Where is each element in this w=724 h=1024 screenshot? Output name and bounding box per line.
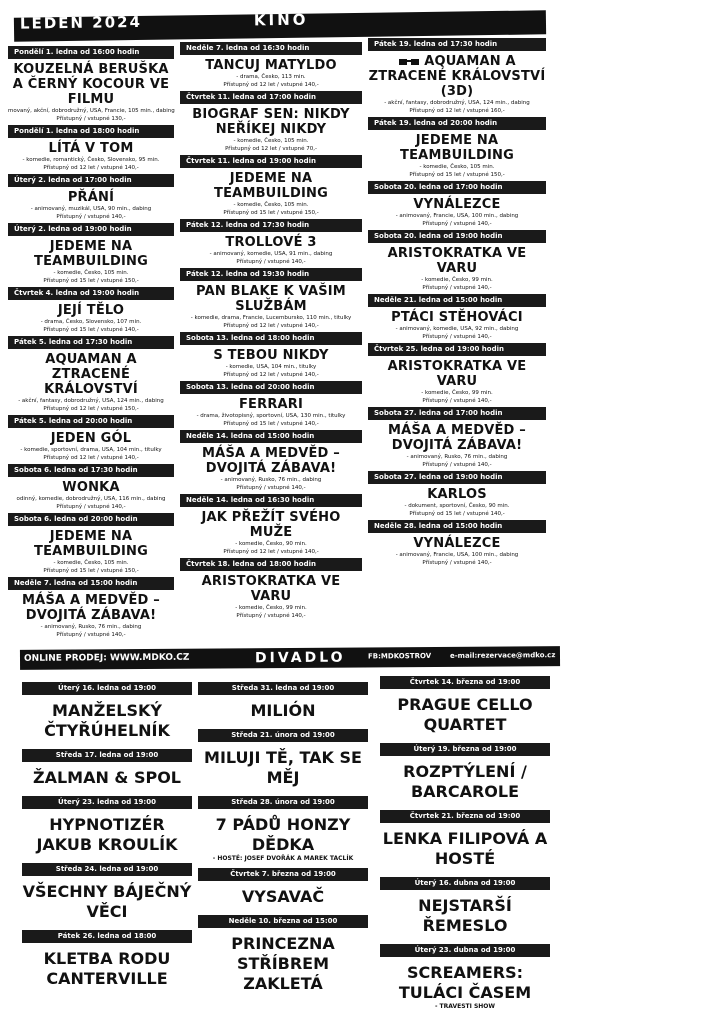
kino-event [8, 577, 174, 639]
event-title-text: TROLLOVÉ 3 [225, 235, 317, 250]
event-title-text: MÁŠA A MEDVĚD – DVOJITÁ ZÁBAVA! [388, 423, 526, 453]
event-details: - akční, fantasy, dobrodružný, USA, 124 min., dabing [18, 398, 164, 404]
facebook-link[interactable]: FB:MDKOSTROV [367, 652, 432, 661]
event-details: - komedie, Česko, 105 min. [53, 270, 129, 276]
event-admission: Přístupný od 15 let / vstupné 140,- [43, 327, 139, 333]
kino-event [8, 464, 174, 511]
event-date-bar: Čtvrtek 14. března od 19:00 [380, 676, 550, 689]
event-title[interactable] [180, 397, 362, 412]
event-title-text: TANCUJ MATYLDO [205, 58, 337, 73]
event-admission: Přístupný / vstupné 140,- [236, 259, 306, 265]
event-note: - HOSTÉ: JOSEF DVOŘÁK A MAREK TACLÍK [212, 855, 354, 862]
event-date-bar: Úterý 16. ledna od 19:00 [22, 682, 192, 695]
kino-event [180, 381, 362, 428]
event-title[interactable] [8, 593, 174, 623]
kino-event [180, 42, 362, 89]
kino-event [368, 343, 546, 405]
event-admission: Přístupný od 12 let / vstupné 140,- [223, 549, 319, 555]
event-title[interactable] [180, 171, 362, 201]
event-title-text: PAN BLAKE K VAŠIM SLUŽBÁM [196, 284, 346, 314]
event-date-bar: Pondělí 1. ledna od 18:00 hodin [8, 125, 174, 138]
event-admission: Přístupný / vstupné 140,- [422, 560, 492, 566]
event-details: - drama, Česko, Slovensko, 107 min. [40, 319, 142, 325]
kino-event [8, 287, 174, 334]
event-date-bar: Úterý 23. dubna od 19:00 [380, 944, 550, 957]
event-date-bar: Sobota 27. ledna od 19:00 hodin [368, 471, 546, 484]
event-date-bar: Sobota 27. ledna od 17:00 hodin [368, 407, 546, 420]
event-date-bar: Středa 24. ledna od 19:00 [22, 863, 192, 876]
kino-event [8, 336, 174, 413]
divadlo-column-1 [22, 682, 192, 997]
event-title[interactable]: VŠECHNY BÁJEČNÝ VĚCI [22, 882, 192, 921]
event-title[interactable] [368, 423, 546, 453]
event-admission: Přístupný od 12 let / vstupné 140,- [223, 372, 319, 378]
event-admission: Přístupný od 12 let / vstupné 140,- [43, 455, 139, 461]
kino-event [180, 155, 362, 217]
event-title-text: MÁŠA A MEDVĚD – DVOJITÁ ZÁBAVA! [22, 593, 160, 623]
top-banner-center: KINO [253, 10, 309, 30]
event-title-text: AQUAMAN A ZTRACENÉ KRÁLOVSTVÍ [44, 352, 138, 397]
event-date-bar: Úterý 19. března od 19:00 [380, 743, 550, 756]
event-admission: Přístupný / vstupné 140,- [422, 462, 492, 468]
event-title-text: MÁŠA A MEDVĚD – DVOJITÁ ZÁBAVA! [202, 446, 340, 476]
event-date-bar: Čtvrtek 7. března od 19:00 [198, 868, 368, 881]
event-date-bar: Čtvrtek 18. ledna od 18:00 hodin [180, 558, 362, 571]
event-title-text: KARLOS [427, 487, 487, 502]
event-admission: Přístupný / vstupné 140,- [236, 485, 306, 491]
kino-event [180, 558, 362, 620]
kino-event [368, 471, 546, 518]
event-title[interactable] [368, 133, 546, 163]
event-title-text: PŘÁNÍ [67, 190, 115, 205]
event-date-bar: Středa 31. ledna od 19:00 [198, 682, 368, 695]
event-admission: Přístupný od 12 let / vstupné 140,- [223, 82, 319, 88]
event-date-bar: Pátek 19. ledna od 20:00 hodin [368, 117, 546, 130]
3d-glasses-icon [398, 57, 420, 66]
event-note: - TRAVESTI SHOW [434, 1003, 496, 1010]
event-title[interactable]: MILUJI TĚ, TAK SE MĚJ [204, 748, 362, 787]
event-admission: Přístupný / vstupné 140,- [422, 221, 492, 227]
event-title[interactable] [368, 246, 546, 276]
event-date-bar: Sobota 6. ledna od 17:30 hodin [8, 464, 174, 477]
event-title[interactable]: MANŽELSKÝ ČTYŘÚHELNÍK [44, 701, 170, 740]
event-date-bar: Sobota 6. ledna od 20:00 hodin [8, 513, 174, 526]
divadlo-event [198, 682, 368, 721]
divadlo-event [198, 868, 368, 907]
event-admission: Přístupný od 12 let / vstupné 70,- [225, 146, 317, 152]
event-details: - komedie, Česko, 99 min. [421, 390, 493, 396]
event-title[interactable] [180, 348, 362, 363]
event-title[interactable]: LENKA FILIPOVÁ A HOSTÉ [382, 829, 548, 868]
event-date-bar: Čtvrtek 25. ledna od 19:00 hodin [368, 343, 546, 356]
event-admission: Přístupný / vstupné 140,- [422, 334, 492, 340]
event-title[interactable]: PRINCEZNA STŘÍBREM ZAKLETÁ [231, 934, 335, 993]
event-title-text: ARISTOKRATKA VE VARU [201, 574, 341, 604]
kino-column-3 [368, 38, 546, 569]
top-banner [14, 10, 546, 41]
event-title[interactable] [368, 487, 546, 502]
kino-event [180, 332, 362, 379]
divadlo-title: DIVADLO [254, 649, 346, 667]
event-title[interactable]: ROZPTÝLENÍ / BARCAROLE [403, 762, 527, 801]
event-admission: Přístupný od 15 let / vstupné 150,- [409, 172, 505, 178]
event-details: - drama, životopisný, sportovní, USA, 130 min., titulky [196, 413, 346, 419]
event-admission: Přístupný od 12 let / vstupné 140,- [43, 165, 139, 171]
event-admission: Přístupný od 15 let / vstupné 150,- [223, 210, 319, 216]
event-date-bar: Pátek 12. ledna od 17:30 hodin [180, 219, 362, 232]
divadlo-event [22, 749, 192, 788]
event-title[interactable] [368, 536, 546, 551]
event-title[interactable]: KLETBA RODU CANTERVILLE [43, 949, 171, 988]
event-title[interactable] [8, 352, 174, 397]
event-details: - komedie, Česko, 105 min. [53, 560, 129, 566]
event-details: - komedie, USA, 104 min., titulky [225, 364, 317, 370]
event-admission: Přístupný / vstupné 130,- [56, 116, 126, 122]
event-details: - animovaný, Rusko, 76 min., dabing [220, 477, 322, 483]
event-title[interactable] [368, 54, 546, 99]
event-date-bar: Středa 17. ledna od 19:00 [22, 749, 192, 762]
event-title-text: LÍTÁ V TOM [48, 141, 134, 156]
event-title[interactable]: HYPNOTIZÉR JAKUB KROULÍK [36, 815, 178, 854]
event-details: - animovaný, Rusko, 76 min., dabing [406, 454, 508, 460]
event-details: - animovaný, Francie, USA, 100 min., dabing [395, 213, 519, 219]
divadlo-banner [20, 646, 560, 670]
event-admission: Přístupný od 12 let / vstupné 140,- [223, 323, 319, 329]
event-title[interactable] [8, 190, 174, 205]
kino-event [368, 294, 546, 341]
event-date-bar: Sobota 13. ledna od 20:00 hodin [180, 381, 362, 394]
online-sale[interactable]: ONLINE PRODEJ: WWW.MDKO.CZ [23, 652, 190, 664]
event-date-bar: Úterý 2. ledna od 19:00 hodin [8, 223, 174, 236]
divadlo-event [380, 743, 550, 802]
divadlo-column-2 [198, 682, 368, 1002]
event-admission: Přístupný / vstupné 140,- [236, 613, 306, 619]
event-title-text: S TEBOU NIKDY [213, 348, 329, 363]
event-admission: Přístupný od 12 let / vstupné 150,- [43, 406, 139, 412]
event-details: - komedie, Česko, 99 min. [235, 605, 307, 611]
event-details: - animovaný, Rusko, 76 min., dabing [40, 624, 142, 630]
event-details: - animovaný, komedie, USA, 92 min., dabing [395, 326, 519, 332]
event-details: movaný, akční, dobrodružný, USA, Francie, 105 min., dabing [8, 108, 175, 114]
kino-event [180, 91, 362, 153]
event-date-bar: Neděle 28. ledna od 15:00 hodin [368, 520, 546, 533]
event-title[interactable] [8, 239, 174, 269]
kino-event [368, 230, 546, 292]
event-date-bar: Neděle 7. ledna od 16:30 hodin [180, 42, 362, 55]
event-details: - drama, Česko, 113 min. [236, 74, 306, 80]
kino-event [8, 174, 174, 221]
event-details: - akční, fantasy, dobrodružný, USA, 124 min., dabing [384, 100, 530, 106]
divadlo-event [380, 877, 550, 936]
kino-column-1 [8, 46, 174, 641]
event-title-text: PTÁCI STĚHOVÁCI [391, 310, 523, 325]
event-title[interactable] [8, 141, 174, 156]
divadlo-event [198, 915, 368, 994]
event-title[interactable] [180, 235, 362, 250]
event-title-text: ARISTOKRATKA VE VARU [387, 246, 527, 276]
divadlo-column-3 [380, 676, 550, 1016]
event-details: - komedie, Česko, 90 min. [235, 541, 307, 547]
event-admission: Přístupný / vstupné 140,- [422, 398, 492, 404]
event-title-text: BIOGRAF SEN: NIKDY NEŘÍKEJ NIKDY [192, 107, 350, 137]
event-title-text: JEDEME NA TEAMBUILDING [400, 133, 514, 163]
event-date-bar: Pátek 5. ledna od 20:00 hodin [8, 415, 174, 428]
event-admission: Přístupný / vstupné 140,- [56, 214, 126, 220]
event-title[interactable] [368, 359, 546, 389]
event-details: - dokument, sportovní, Česko, 90 min. [404, 503, 510, 509]
event-details: - komedie, sportovní, drama, USA, 104 min., titulky [20, 447, 162, 453]
event-title[interactable] [180, 574, 362, 604]
event-details: - animovaný, muzikál, USA, 90 min., dabing [30, 206, 152, 212]
top-banner-left: LEDEN 2024 [19, 12, 143, 33]
kino-event [368, 38, 546, 115]
event-date-bar: Pátek 26. ledna od 18:00 [22, 930, 192, 943]
kino-event [368, 520, 546, 567]
event-title[interactable]: MILIÓN [250, 701, 316, 720]
event-date-bar: Pátek 5. ledna od 17:30 hodin [8, 336, 174, 349]
event-details: - komedie, romantický, Česko, Slovensko, 95 min. [22, 157, 160, 163]
divadlo-event [22, 796, 192, 855]
event-date-bar: Úterý 16. dubna od 19:00 [380, 877, 550, 890]
event-admission: Přístupný od 15 let / vstupné 140,- [409, 511, 505, 517]
divadlo-event [198, 729, 368, 788]
kino-event [8, 223, 174, 285]
event-title[interactable] [8, 62, 174, 107]
event-title-text: VYNÁLEZCE [413, 197, 501, 212]
event-title[interactable] [180, 107, 362, 137]
event-title[interactable]: 7 PÁDŮ HONZY DĚDKA [215, 815, 351, 854]
event-admission: Přístupný / vstupné 140,- [56, 504, 126, 510]
event-date-bar: Pátek 19. ledna od 17:30 hodin [368, 38, 546, 51]
event-date-bar: Čtvrtek 11. ledna od 17:00 hodin [180, 91, 362, 104]
event-admission: Přístupný od 15 let / vstupné 150,- [43, 568, 139, 574]
event-title[interactable] [8, 431, 174, 446]
event-date-bar: Neděle 7. ledna od 15:00 hodin [8, 577, 174, 590]
event-title[interactable] [8, 303, 174, 318]
event-admission: Přístupný od 12 let / vstupné 160,- [409, 108, 505, 114]
event-date-bar: Pátek 12. ledna od 19:30 hodin [180, 268, 362, 281]
event-title[interactable] [180, 446, 362, 476]
event-title[interactable]: ŽALMAN & SPOL [32, 768, 181, 787]
event-details: - komedie, Česko, 105 min. [233, 138, 309, 144]
divadlo-event [380, 944, 550, 1010]
event-title-text: AQUAMAN A ZTRACENÉ KRÁLOVSTVÍ (3D) [368, 54, 546, 99]
event-title[interactable]: NEJSTARŠÍ ŘEMESLO [418, 896, 512, 935]
kino-event [8, 415, 174, 462]
event-title[interactable] [8, 529, 174, 559]
email-link[interactable]: e-mail:rezervace@mdko.cz [449, 651, 556, 660]
event-title-text: WONKA [62, 480, 120, 495]
event-title[interactable]: PRAGUE CELLO QUARTET [397, 695, 533, 734]
divadlo-event [380, 676, 550, 735]
event-title-text: JEJÍ TĚLO [57, 303, 125, 318]
event-title-text: JEDEN GÓL [50, 431, 132, 446]
event-date-bar: Čtvrtek 11. ledna od 19:00 hodin [180, 155, 362, 168]
event-date-bar: Středa 28. února od 19:00 [198, 796, 368, 809]
event-date-bar: Úterý 2. ledna od 17:00 hodin [8, 174, 174, 187]
event-title[interactable] [180, 58, 362, 73]
kino-event [180, 494, 362, 556]
event-date-bar: Sobota 20. ledna od 19:00 hodin [368, 230, 546, 243]
event-title[interactable] [180, 510, 362, 540]
event-details: - komedie, drama, Francie, Lucembursko, 110 min., titulky [190, 315, 352, 321]
event-details: - komedie, Česko, 105 min. [233, 202, 309, 208]
event-date-bar: Čtvrtek 21. března od 19:00 [380, 810, 550, 823]
event-date-bar: Pondělí 1. ledna od 16:00 hodin [8, 46, 174, 59]
divadlo-event [22, 930, 192, 989]
kino-event [368, 181, 546, 228]
kino-event [8, 125, 174, 172]
event-title-text: JEDEME NA TEAMBUILDING [34, 239, 148, 269]
event-title-text: FERRARI [238, 397, 304, 412]
event-details: - komedie, Česko, 99 min. [421, 277, 493, 283]
event-title-text: JEDEME NA TEAMBUILDING [214, 171, 328, 201]
event-title[interactable]: SCREAMERS: TULÁCI ČASEM [398, 963, 532, 1002]
event-title-text: JEDEME NA TEAMBUILDING [34, 529, 148, 559]
event-title-text: VYNÁLEZCE [413, 536, 501, 551]
divadlo-event [198, 796, 368, 862]
event-date-bar: Neděle 14. ledna od 15:00 hodin [180, 430, 362, 443]
divadlo-event [22, 682, 192, 741]
event-title[interactable]: VYSAVAČ [241, 887, 325, 906]
event-admission: Přístupný od 15 let / vstupné 140,- [223, 421, 319, 427]
kino-event [368, 407, 546, 469]
event-date-bar: Středa 21. února od 19:00 [198, 729, 368, 742]
kino-event [180, 268, 362, 330]
event-title[interactable] [180, 284, 362, 314]
event-date-bar: Neděle 14. ledna od 16:30 hodin [180, 494, 362, 507]
event-date-bar: Neděle 21. ledna od 15:00 hodin [368, 294, 546, 307]
kino-event [368, 117, 546, 179]
kino-event [8, 513, 174, 575]
kino-event [180, 430, 362, 492]
event-title-text: JAK PŘEŽÍT SVÉHO MUŽE [201, 510, 341, 540]
divadlo-event [22, 863, 192, 922]
event-admission: Přístupný / vstupné 140,- [422, 285, 492, 291]
kino-event [180, 219, 362, 266]
event-admission: Přístupný / vstupné 140,- [56, 632, 126, 638]
event-details: odinný, komedie, dobrodružný, USA, 116 min., dabing [16, 496, 166, 502]
event-title[interactable] [368, 197, 546, 212]
event-title[interactable] [368, 310, 546, 325]
kino-event [8, 46, 174, 123]
event-details: - animovaný, Francie, USA, 100 min., dabing [395, 552, 519, 558]
event-date-bar: Čtvrtek 4. ledna od 19:00 hodin [8, 287, 174, 300]
divadlo-event [380, 810, 550, 869]
event-details: - komedie, Česko, 105 min. [419, 164, 495, 170]
event-details: - animovaný, komedie, USA, 91 min., dabing [209, 251, 333, 257]
kino-column-2 [180, 42, 362, 622]
event-title[interactable] [8, 480, 174, 495]
event-date-bar: Sobota 20. ledna od 17:00 hodin [368, 181, 546, 194]
event-title-text: KOUZELNÁ BERUŠKA A ČERNÝ KOCOUR VE FILMU [12, 62, 170, 107]
event-title-text: ARISTOKRATKA VE VARU [387, 359, 527, 389]
event-admission: Přístupný od 15 let / vstupné 150,- [43, 278, 139, 284]
event-date-bar: Úterý 23. ledna od 19:00 [22, 796, 192, 809]
event-date-bar: Neděle 10. března od 15:00 [198, 915, 368, 928]
event-date-bar: Sobota 13. ledna od 18:00 hodin [180, 332, 362, 345]
